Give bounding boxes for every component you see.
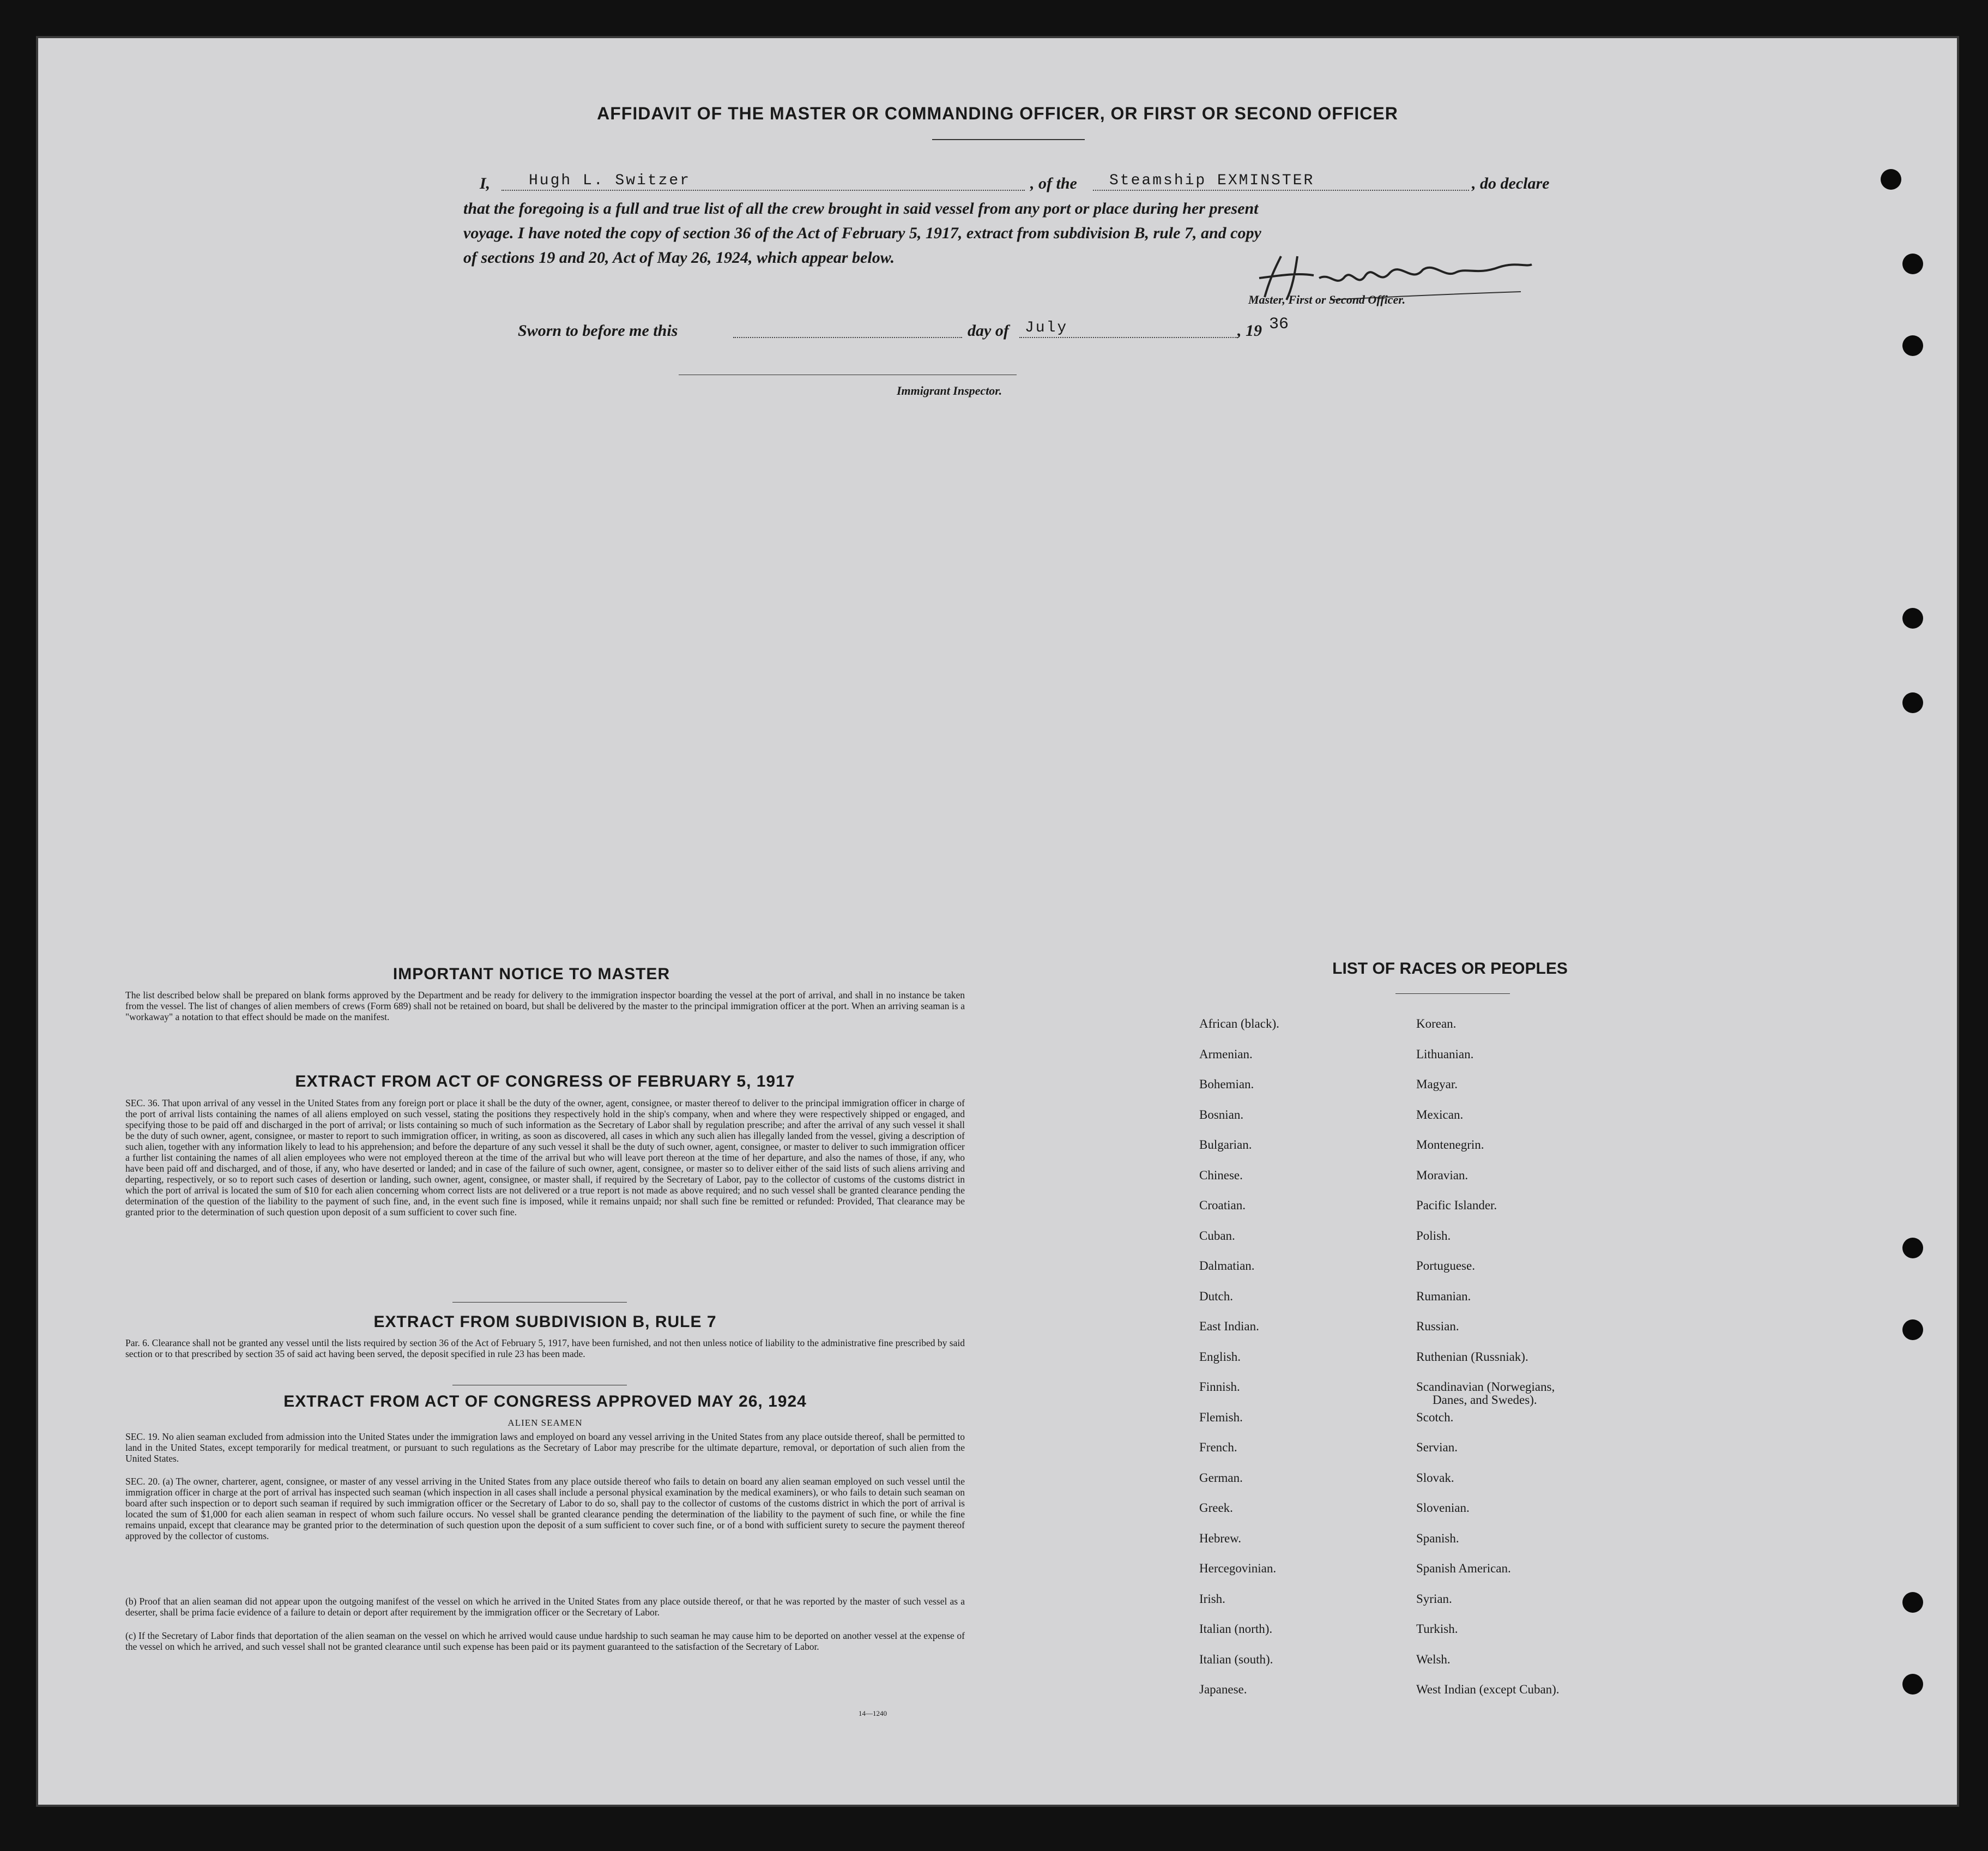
race-item: Hebrew. [1199,1531,1242,1545]
extract-1917-title: EXTRACT FROM ACT OF CONGRESS OF FEBRUARY 5, 1917 [295,1072,795,1090]
race-item: Korean. [1416,1017,1457,1030]
declaration-i-label: I, [480,174,491,192]
race-item: Armenian. [1199,1047,1253,1061]
race-item: Slovak. [1416,1470,1454,1485]
title-rule [932,139,1085,140]
punch-hole [1902,608,1923,629]
master-name: Hugh L. Switzer [529,172,691,189]
race-item: Lithuanian. [1416,1047,1474,1061]
race-item: Croatian. [1199,1198,1246,1212]
sworn-month: July [1025,319,1068,336]
race-item: West Indian (except Cuban). [1416,1683,1560,1696]
races-title: LIST OF RACES OR PEOPLES [1332,960,1568,978]
race-item: Rumanian. [1416,1289,1471,1303]
declaration-line-2: that the foregoing is a full and true list of all the crew brought in said vessel from any port or place during her present [463,200,1259,218]
race-item: Turkish. [1416,1622,1458,1636]
extract-rule-1 [452,1302,627,1303]
punch-hole [1902,1674,1923,1695]
race-item: Magyar. [1416,1077,1458,1091]
punch-hole [1902,1319,1923,1340]
race-item: Welsh. [1416,1652,1451,1666]
month-line [1019,337,1237,338]
races-rule [1395,993,1510,994]
do-declare-label: , do declare [1472,174,1550,192]
race-item: Bohemian. [1199,1077,1254,1091]
race-item: Moravian. [1416,1168,1469,1182]
manifest-page [38,38,1957,1805]
sec-19-body: SEC. 19. No alien seaman excluded from admission into the United States under the immigration laws and employed on board any vessel arriving in the United States from any place outside thereof, shall be permitted to land in the United States, except temporarily for medical treatment, or pursuant to such regulations as the Secretary of Labor may prescribe for the ultimate departure, removal, or deportation of such alien from the United States. [125,1431,965,1464]
subdivision-b-title: EXTRACT FROM SUBDIVISION B, RULE 7 [373,1313,717,1331]
race-item: Japanese. [1199,1683,1247,1696]
punch-hole [1902,335,1923,356]
of-the-label: , of the [1030,174,1077,192]
race-item: Dalmatian. [1199,1259,1255,1273]
race-item: Servian. [1416,1440,1458,1454]
race-item: Irish. [1199,1591,1225,1606]
affidavit-title: AFFIDAVIT OF THE MASTER OR COMMANDING OFFICER, OR FIRST OR SECOND OFFICER [597,104,1398,123]
race-item: German. [1199,1470,1243,1485]
race-item: Spanish American. [1416,1561,1511,1575]
race-item: French. [1199,1440,1237,1454]
race-item: Scotch. [1416,1410,1454,1424]
alien-seamen-subtitle: ALIEN SEAMEN [507,1418,583,1428]
sworn-label: Sworn to before me this [518,322,678,340]
declaration-line-4: of sections 19 and 20, Act of May 26, 1924, which appear below. [463,249,895,267]
race-item: Cuban. [1199,1228,1235,1243]
subdivision-b-body: Par. 6. Clearance shall not be granted any vessel until the lists required by section 36 of the Act of February 5, 1917, have been furnished, and not then unless notice of liability to the administrative fine prescribed by said section or to that prescribed by section 35 of said act having been served, the deposit specified in rule 23 has been made. [125,1337,965,1359]
race-item: Syrian. [1416,1591,1452,1606]
notice-body: The list described below shall be prepared on blank forms approved by the Department and be ready for delivery to the immigration inspector boarding the vessel at the port of arrival, and shall in no instance be taken from the vessel. The list of changes of alien members of crews (Form 689) shall not be retained on board, but shall be delivered by the master to the principal immigration officer at the port. When an arriving seaman is a "workaway" a notation to that effect should be made on the manifest. [125,990,965,1022]
vessel-line [1093,190,1469,191]
declaration-line-3: voyage. I have noted the copy of section 36 of the Act of February 5, 1917, extract from subdivision B, rule 7, and copy [463,224,1261,242]
punch-hole [1902,254,1923,274]
race-item: Chinese. [1199,1168,1243,1182]
race-item: Slovenian. [1416,1501,1470,1515]
sec-20c-body: (c) If the Secretary of Labor finds that deportation of the alien seaman on the vessel on which he arrived would cause undue hardship to such seaman he may cause him to be deported on another vessel at the expense of the vessel on which he arrived, and such vessel shall not be granted clearance until such expense has been paid or its payment guaranteed to the satisfaction of the Secretary of Labor. [125,1630,965,1652]
race-item: Italian (south). [1199,1652,1273,1666]
name-line [501,190,1025,191]
race-item: Finnish. [1199,1380,1240,1394]
notice-title: IMPORTANT NOTICE TO MASTER [392,965,670,983]
race-item: Russian. [1416,1319,1459,1333]
race-item: Mexican. [1416,1107,1464,1122]
extract-1917-body: SEC. 36. That upon arrival of any vessel in the United States from any foreign port or place it shall be the duty of the owner, agent, consignee, or master thereof to deliver to the principal immigration officer in charge of the port of arrival lists containing the names of all aliens employed on such vessel, stating the positions they respectively hold in the ship's company, when and where they were respectively shipped or engaged, and specifying those to be paid off and discharged in the port of arrival; or lists containing so much of such information as the Secretary of Labor shall by regulation prescribe; and after the arrival of any such vessel it shall be the duty of such owner, agent, consignee, or master to report to such immigration officer, in writing, as soon as discovered, all cases in which any such alien has illegally landed from the vessel, giving a description of such alien, together with any information likely to lead to his apprehension; and before the departure of any such vessel it shall be the duty of such owner, agent, consignee, or master to deliver to such immigration officer a further list containing the names of all alien employees who were not employed thereon at the time of the arrival but who will leave port thereon at the time of her departure, and also the names of those, if any, who have been paid off and discharged, and of those, if any, who have deserted or landed; and in case of the failure of such owner, agent, consignee, or master so to deliver either of the said lists of such aliens arriving and departing, respectively, or so to report such cases of desertion or landing, such owner, agent, consignee, or master shall, if required by the Secretary of Labor, pay to the collector of customs of the customs district in which the port of arrival is located the sum of $10 for each alien concerning whom correct lists are not delivered or a true report is not made as above required; and no such vessel shall be granted clearance pending the determination of the question of the liability to the payment of such fine, and, in the event such fine is imposed, while it remains unpaid; nor shall such fine be remitted or refunded: Provided, That clearance may be granted prior to the determination of such question upon deposit of a sum sufficient to cover such fine. [125,1098,965,1217]
race-item: Greek. [1199,1501,1233,1515]
inspector-label: Immigrant Inspector. [897,384,1002,397]
vessel-name: Steamship EXMINSTER [1109,172,1315,189]
race-item: Flemish. [1199,1410,1243,1424]
race-item: Bulgarian. [1199,1138,1252,1151]
punch-hole [1902,692,1923,713]
race-item: Italian (north). [1199,1622,1273,1636]
race-item: Bosnian. [1199,1107,1244,1122]
race-item: Dutch. [1199,1289,1233,1303]
sec-20b-body: (b) Proof that an alien seaman did not appear upon the outgoing manifest of the vessel on which he arrived in the United States from any place outside thereof, or that he was reported by the master of such vessel as a deserter, shall be prima facie evidence of a failure to detain or deport after requirement by the immigration officer or the Secretary of Labor. [125,1596,965,1618]
signature-caption: Master, First or Second Officer. [1248,293,1406,306]
race-item: African (black). [1199,1017,1279,1030]
sworn-day-line [733,337,962,338]
race-item-continuation: Danes, and Swedes). [1433,1393,1537,1407]
race-item: Spanish. [1416,1531,1459,1545]
punch-hole [1902,1592,1923,1613]
sec-20a-body: SEC. 20. (a) The owner, charterer, agent, consignee, or master of any vessel arriving in the United States from any place outside thereof who fails to detain on board any alien seaman employed on such vessel until the immigration officer in charge at the port of arrival has inspected such seaman (which inspection in all cases shall include a personal physical examination by the medical examiners), or who fails to detain such seaman on board after such inspection or to deport such seaman if required by such immigration officer or the Secretary of Labor to do so, shall pay to the collector of customs of the customs district in which the port of arrival is located the sum of $1,000 for each alien seaman in respect of whom such failure occurs. No vessel shall be granted clearance pending the determination of the liability to the payment of such fine, or while the fine remains unpaid, except that clearance may be granted prior to the determination of such question upon the deposit of a sum sufficient to cover such fine, or of a bond with sufficient surety to secure the payment thereof approved by the collector of customs. [125,1476,965,1541]
punch-hole [1902,1238,1923,1258]
race-item: English. [1199,1349,1241,1364]
race-item: Hercegovinian. [1199,1561,1277,1575]
day-of-label: day of [968,322,1009,340]
race-item: Portuguese. [1416,1259,1475,1273]
sworn-year: 36 [1269,315,1289,334]
race-item: Ruthenian (Russniak). [1416,1349,1528,1364]
year-prefix: , 19 [1237,322,1262,340]
race-item: East Indian. [1199,1319,1259,1333]
punch-hole [1881,169,1901,190]
race-item: Pacific Islander. [1416,1198,1497,1212]
race-item: Scandinavian (Norwegians, [1416,1380,1555,1394]
race-item: Montenegrin. [1416,1138,1484,1151]
extract-1924-title: EXTRACT FROM ACT OF CONGRESS APPROVED MAY 26, 1924 [283,1392,807,1410]
race-item: Polish. [1416,1228,1451,1243]
form-number: 14—1240 [859,1709,887,1717]
